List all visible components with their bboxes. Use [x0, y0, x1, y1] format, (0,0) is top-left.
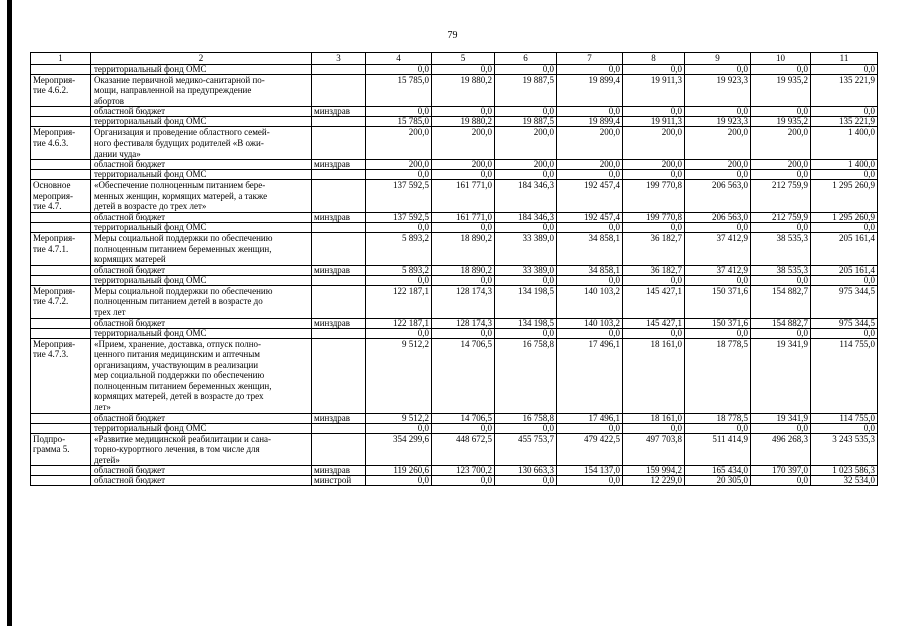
amount-cell: 0,0 — [623, 275, 685, 285]
amount-cell: 19 887,5 — [495, 74, 557, 107]
amount-cell: 32 534,0 — [811, 476, 878, 486]
amount-cell: 212 759,9 — [751, 180, 811, 213]
amount-cell: 200,0 — [623, 160, 685, 170]
amount-cell: 0,0 — [366, 64, 432, 74]
executor-cell — [312, 275, 366, 285]
amount-cell: 122 187,1 — [366, 318, 432, 328]
amount-cell: 19 341,9 — [751, 413, 811, 423]
executor-cell — [312, 328, 366, 338]
amount-cell: 205 161,4 — [811, 232, 878, 265]
amount-cell: 496 268,3 — [751, 433, 811, 466]
amount-cell: 19 923,3 — [685, 74, 751, 107]
amount-cell: 17 496,1 — [557, 338, 623, 413]
amount-cell: 0,0 — [432, 275, 495, 285]
amount-cell: 0,0 — [557, 423, 623, 433]
column-header: 4 — [366, 53, 432, 65]
column-header: 11 — [811, 53, 878, 65]
amount-cell: 0,0 — [557, 476, 623, 486]
executor-cell — [312, 232, 366, 265]
funding-source-row — [31, 466, 878, 476]
amount-cell: 0,0 — [495, 64, 557, 74]
amount-cell: 19 911,3 — [623, 117, 685, 127]
amount-cell: 15 785,0 — [366, 117, 432, 127]
amount-cell: 170 397,0 — [751, 466, 811, 476]
measure-name-cell: территориальный фонд ОМС — [91, 423, 312, 433]
measure-code-cell: Подпро- грамма 5. — [31, 433, 91, 466]
measure-code-cell — [31, 423, 91, 433]
amount-cell: 200,0 — [685, 160, 751, 170]
executor-cell — [312, 170, 366, 180]
measure-code-cell — [31, 160, 91, 170]
amount-cell: 1 400,0 — [811, 160, 878, 170]
amount-cell: 0,0 — [432, 107, 495, 117]
measure-code-cell — [31, 222, 91, 232]
amount-cell: 0,0 — [751, 328, 811, 338]
amount-cell: 128 174,3 — [432, 285, 495, 318]
amount-cell: 200,0 — [623, 127, 685, 160]
measure-code-cell — [31, 117, 91, 127]
amount-cell: 200,0 — [751, 160, 811, 170]
measure-name-cell: территориальный фонд ОМС — [91, 64, 312, 74]
amount-cell: 145 427,1 — [623, 285, 685, 318]
amount-cell: 0,0 — [685, 107, 751, 117]
executor-cell: минздрав — [312, 107, 366, 117]
measure-name-cell: областной бюджет — [91, 413, 312, 423]
measure-code-cell — [31, 328, 91, 338]
amount-cell: 119 260,6 — [366, 466, 432, 476]
executor-cell: минздрав — [312, 466, 366, 476]
funding-source-row — [31, 117, 878, 127]
amount-cell: 154 137,0 — [557, 466, 623, 476]
funding-source-row — [31, 107, 878, 117]
amount-cell: 0,0 — [751, 64, 811, 74]
amount-cell: 122 187,1 — [366, 285, 432, 318]
amount-cell: 0,0 — [495, 328, 557, 338]
amount-cell: 0,0 — [366, 275, 432, 285]
amount-cell: 154 882,7 — [751, 285, 811, 318]
amount-cell: 135 221,9 — [811, 117, 878, 127]
amount-cell: 0,0 — [751, 222, 811, 232]
measure-name-cell: территориальный фонд ОМС — [91, 328, 312, 338]
amount-cell: 0,0 — [366, 476, 432, 486]
amount-cell: 0,0 — [685, 275, 751, 285]
amount-cell: 0,0 — [557, 222, 623, 232]
amount-cell: 206 563,0 — [685, 180, 751, 213]
amount-cell: 0,0 — [623, 423, 685, 433]
amount-cell: 0,0 — [366, 423, 432, 433]
amount-cell: 0,0 — [557, 64, 623, 74]
measure-row — [31, 338, 878, 413]
amount-cell: 1 400,0 — [811, 127, 878, 160]
column-header: 10 — [751, 53, 811, 65]
measure-name-cell: территориальный фонд ОМС — [91, 222, 312, 232]
amount-cell: 354 299,6 — [366, 433, 432, 466]
amount-cell: 19 935,2 — [751, 74, 811, 107]
funding-source-row — [31, 328, 878, 338]
amount-cell: 137 592,5 — [366, 180, 432, 213]
amount-cell: 5 893,2 — [366, 265, 432, 275]
amount-cell: 199 770,8 — [623, 180, 685, 213]
measure-row — [31, 74, 878, 107]
amount-cell: 1 023 586,3 — [811, 466, 878, 476]
amount-cell: 5 893,2 — [366, 232, 432, 265]
header-row — [31, 53, 878, 65]
amount-cell: 200,0 — [751, 127, 811, 160]
amount-cell: 0,0 — [557, 328, 623, 338]
measure-name-cell: территориальный фонд ОМС — [91, 117, 312, 127]
amount-cell: 150 371,6 — [685, 285, 751, 318]
amount-cell: 19 880,2 — [432, 74, 495, 107]
executor-cell — [312, 117, 366, 127]
amount-cell: 200,0 — [432, 127, 495, 160]
column-header: 7 — [557, 53, 623, 65]
executor-cell: минздрав — [312, 160, 366, 170]
measure-code-cell — [31, 212, 91, 222]
amount-cell: 200,0 — [685, 127, 751, 160]
measure-code-cell: Мероприя- тие 4.7.1. — [31, 232, 91, 265]
measure-name-cell: областной бюджет — [91, 212, 312, 222]
executor-cell: минздрав — [312, 413, 366, 423]
amount-cell: 511 414,9 — [685, 433, 751, 466]
amount-cell: 0,0 — [366, 222, 432, 232]
amount-cell: 161 771,0 — [432, 180, 495, 213]
measure-row — [31, 127, 878, 160]
amount-cell: 200,0 — [432, 160, 495, 170]
amount-cell: 1 295 260,9 — [811, 212, 878, 222]
amount-cell: 19 911,3 — [623, 74, 685, 107]
amount-cell: 140 103,2 — [557, 285, 623, 318]
amount-cell: 19 887,5 — [495, 117, 557, 127]
measure-row — [31, 180, 878, 213]
amount-cell: 0,0 — [432, 170, 495, 180]
amount-cell: 0,0 — [495, 107, 557, 117]
amount-cell: 38 535,3 — [751, 232, 811, 265]
funding-source-row — [31, 222, 878, 232]
amount-cell: 975 344,5 — [811, 318, 878, 328]
amount-cell: 497 703,8 — [623, 433, 685, 466]
amount-cell: 0,0 — [623, 170, 685, 180]
measure-name-cell: областной бюджет — [91, 107, 312, 117]
amount-cell: 200,0 — [495, 160, 557, 170]
amount-cell: 0,0 — [811, 170, 878, 180]
column-header: 5 — [432, 53, 495, 65]
amount-cell: 18 161,0 — [623, 338, 685, 413]
measure-row — [31, 232, 878, 265]
amount-cell: 9 512,2 — [366, 338, 432, 413]
amount-cell: 134 198,5 — [495, 318, 557, 328]
amount-cell: 0,0 — [623, 328, 685, 338]
measure-name-cell: Оказание первичной медико-санитарной по- мощи, направленной на предупреждение абортов — [91, 74, 312, 107]
amount-cell: 128 174,3 — [432, 318, 495, 328]
amount-cell: 0,0 — [751, 170, 811, 180]
funding-source-row — [31, 160, 878, 170]
measure-code-cell — [31, 413, 91, 423]
amount-cell: 36 182,7 — [623, 265, 685, 275]
amount-cell: 19 899,4 — [557, 117, 623, 127]
amount-cell: 0,0 — [811, 423, 878, 433]
executor-cell — [312, 127, 366, 160]
measure-name-cell: Меры социальной поддержки по обеспечению полноценным питанием детей в возрасте до трех лет — [91, 285, 312, 318]
amount-cell: 192 457,4 — [557, 180, 623, 213]
amount-cell: 38 535,3 — [751, 265, 811, 275]
amount-cell: 0,0 — [685, 64, 751, 74]
amount-cell: 1 295 260,9 — [811, 180, 878, 213]
amount-cell: 0,0 — [366, 170, 432, 180]
measure-code-cell: Мероприя- тие 4.6.3. — [31, 127, 91, 160]
amount-cell: 161 771,0 — [432, 212, 495, 222]
amount-cell: 19 923,3 — [685, 117, 751, 127]
amount-cell: 0,0 — [366, 328, 432, 338]
amount-cell: 212 759,9 — [751, 212, 811, 222]
amount-cell: 134 198,5 — [495, 285, 557, 318]
measure-code-cell — [31, 466, 91, 476]
measure-row — [31, 433, 878, 466]
amount-cell: 114 755,0 — [811, 413, 878, 423]
amount-cell: 479 422,5 — [557, 433, 623, 466]
amount-cell: 0,0 — [811, 328, 878, 338]
amount-cell: 0,0 — [811, 275, 878, 285]
amount-cell: 17 496,1 — [557, 413, 623, 423]
amount-cell: 18 161,0 — [623, 413, 685, 423]
amount-cell: 150 371,6 — [685, 318, 751, 328]
measure-name-cell: областной бюджет — [91, 265, 312, 275]
executor-cell: минздрав — [312, 212, 366, 222]
amount-cell: 34 858,1 — [557, 232, 623, 265]
executor-cell — [312, 285, 366, 318]
column-header: 9 — [685, 53, 751, 65]
amount-cell: 114 755,0 — [811, 338, 878, 413]
executor-cell — [312, 180, 366, 213]
amount-cell: 0,0 — [685, 423, 751, 433]
measure-name-cell: областной бюджет — [91, 318, 312, 328]
amount-cell: 137 592,5 — [366, 212, 432, 222]
amount-cell: 206 563,0 — [685, 212, 751, 222]
amount-cell: 200,0 — [366, 160, 432, 170]
measure-name-cell: территориальный фонд ОМС — [91, 275, 312, 285]
funding-source-row — [31, 212, 878, 222]
amount-cell: 154 882,7 — [751, 318, 811, 328]
amount-cell: 0,0 — [623, 107, 685, 117]
amount-cell: 0,0 — [751, 423, 811, 433]
amount-cell: 20 305,0 — [685, 476, 751, 486]
amount-cell: 975 344,5 — [811, 285, 878, 318]
amount-cell: 200,0 — [366, 127, 432, 160]
measure-name-cell: Меры социальной поддержки по обеспечению полноценным питанием беременных женщин, кормящих матерей — [91, 232, 312, 265]
amount-cell: 0,0 — [366, 107, 432, 117]
funding-source-row — [31, 423, 878, 433]
amount-cell: 0,0 — [685, 222, 751, 232]
page-left-edge-bar — [7, 0, 12, 626]
column-header: 8 — [623, 53, 685, 65]
executor-cell — [312, 64, 366, 74]
funding-source-row — [31, 275, 878, 285]
amount-cell: 9 512,2 — [366, 413, 432, 423]
amount-cell: 16 758,8 — [495, 338, 557, 413]
amount-cell: 455 753,7 — [495, 433, 557, 466]
amount-cell: 16 758,8 — [495, 413, 557, 423]
amount-cell: 36 182,7 — [623, 232, 685, 265]
amount-cell: 159 994,2 — [623, 466, 685, 476]
funding-source-row — [31, 318, 878, 328]
amount-cell: 123 700,2 — [432, 466, 495, 476]
measure-code-cell: Основное мероприя- тие 4.7. — [31, 180, 91, 213]
funding-source-row — [31, 265, 878, 275]
amount-cell: 199 770,8 — [623, 212, 685, 222]
amount-cell: 140 103,2 — [557, 318, 623, 328]
measure-code-cell — [31, 275, 91, 285]
amount-cell: 192 457,4 — [557, 212, 623, 222]
measure-name-cell: «Обеспечение полноценным питанием бере- менных женщин, кормящих матерей, а также детей в возрасте до трех лет» — [91, 180, 312, 213]
measure-name-cell: «Развитие медицинской реабилитации и сана- торно-курортного лечения, в том числе для детей» — [91, 433, 312, 466]
column-header: 3 — [312, 53, 366, 65]
amount-cell: 14 706,5 — [432, 338, 495, 413]
amount-cell: 19 935,2 — [751, 117, 811, 127]
amount-cell: 0,0 — [811, 64, 878, 74]
measure-name-cell: областной бюджет — [91, 160, 312, 170]
amount-cell: 0,0 — [432, 476, 495, 486]
amount-cell: 0,0 — [495, 222, 557, 232]
amount-cell: 0,0 — [685, 170, 751, 180]
amount-cell: 0,0 — [557, 275, 623, 285]
amount-cell: 0,0 — [432, 328, 495, 338]
amount-cell: 12 229,0 — [623, 476, 685, 486]
amount-cell: 165 434,0 — [685, 466, 751, 476]
amount-cell: 0,0 — [623, 222, 685, 232]
amount-cell: 19 899,4 — [557, 74, 623, 107]
amount-cell: 14 706,5 — [432, 413, 495, 423]
measure-name-cell: территориальный фонд ОМС — [91, 170, 312, 180]
amount-cell: 0,0 — [623, 64, 685, 74]
measure-code-cell — [31, 107, 91, 117]
measure-code-cell: Мероприя- тие 4.7.2. — [31, 285, 91, 318]
amount-cell: 448 672,5 — [432, 433, 495, 466]
measure-code-cell — [31, 318, 91, 328]
amount-cell: 15 785,0 — [366, 74, 432, 107]
table-body — [31, 53, 878, 486]
measure-name-cell: Организация и проведение областного семей- ного фестиваля будущих родителей «В ожи- дании чуда» — [91, 127, 312, 160]
amount-cell: 3 243 535,3 — [811, 433, 878, 466]
amount-cell: 33 389,0 — [495, 232, 557, 265]
measure-name-cell: «Прием, хранение, доставка, отпуск полно- ценного питания медицинским и аптечным организациям, участвующим в реализации мер социальной поддержки по обеспечению полноценным питанием беременных женщин, кормящих матерей, детей в возрасте до трех лет» — [91, 338, 312, 413]
amount-cell: 0,0 — [495, 170, 557, 180]
funding-source-row — [31, 170, 878, 180]
executor-cell — [312, 222, 366, 232]
amount-cell: 0,0 — [811, 107, 878, 117]
amount-cell: 200,0 — [557, 127, 623, 160]
column-header: 2 — [91, 53, 312, 65]
measure-code-cell — [31, 476, 91, 486]
executor-cell — [312, 74, 366, 107]
measure-code-cell — [31, 170, 91, 180]
amount-cell: 0,0 — [557, 170, 623, 180]
amount-cell: 0,0 — [811, 222, 878, 232]
amount-cell: 0,0 — [685, 328, 751, 338]
amount-cell: 0,0 — [495, 275, 557, 285]
amount-cell: 18 778,5 — [685, 338, 751, 413]
executor-cell: минздрав — [312, 318, 366, 328]
amount-cell: 145 427,1 — [623, 318, 685, 328]
amount-cell: 0,0 — [432, 423, 495, 433]
amount-cell: 184 346,3 — [495, 180, 557, 213]
page-number: 79 — [447, 30, 458, 41]
measure-name-cell: областной бюджет — [91, 466, 312, 476]
budget-table — [30, 52, 878, 486]
amount-cell: 37 412,9 — [685, 265, 751, 275]
amount-cell: 33 389,0 — [495, 265, 557, 275]
amount-cell: 19 880,2 — [432, 117, 495, 127]
amount-cell: 0,0 — [432, 64, 495, 74]
amount-cell: 135 221,9 — [811, 74, 878, 107]
funding-source-row — [31, 64, 878, 74]
amount-cell: 18 890,2 — [432, 265, 495, 275]
amount-cell: 34 858,1 — [557, 265, 623, 275]
measure-code-cell: Мероприя- тие 4.7.3. — [31, 338, 91, 413]
amount-cell: 205 161,4 — [811, 265, 878, 275]
column-header: 1 — [31, 53, 91, 65]
funding-source-row — [31, 413, 878, 423]
measure-name-cell: областной бюджет — [91, 476, 312, 486]
executor-cell — [312, 423, 366, 433]
amount-cell: 130 663,3 — [495, 466, 557, 476]
amount-cell: 0,0 — [495, 476, 557, 486]
amount-cell: 184 346,3 — [495, 212, 557, 222]
amount-cell: 37 412,9 — [685, 232, 751, 265]
amount-cell: 0,0 — [751, 107, 811, 117]
amount-cell: 0,0 — [557, 107, 623, 117]
amount-cell: 19 341,9 — [751, 338, 811, 413]
executor-cell — [312, 433, 366, 466]
amount-cell: 0,0 — [432, 222, 495, 232]
amount-cell: 18 778,5 — [685, 413, 751, 423]
funding-source-row — [31, 476, 878, 486]
amount-cell: 0,0 — [751, 275, 811, 285]
amount-cell: 200,0 — [557, 160, 623, 170]
amount-cell: 0,0 — [751, 476, 811, 486]
measure-code-cell — [31, 265, 91, 275]
column-header: 6 — [495, 53, 557, 65]
amount-cell: 18 890,2 — [432, 232, 495, 265]
executor-cell — [312, 338, 366, 413]
measure-code-cell: Мероприя- тие 4.6.2. — [31, 74, 91, 107]
measure-row — [31, 285, 878, 318]
executor-cell: минстрой — [312, 476, 366, 486]
amount-cell: 200,0 — [495, 127, 557, 160]
amount-cell: 0,0 — [495, 423, 557, 433]
measure-code-cell — [31, 64, 91, 74]
executor-cell: минздрав — [312, 265, 366, 275]
